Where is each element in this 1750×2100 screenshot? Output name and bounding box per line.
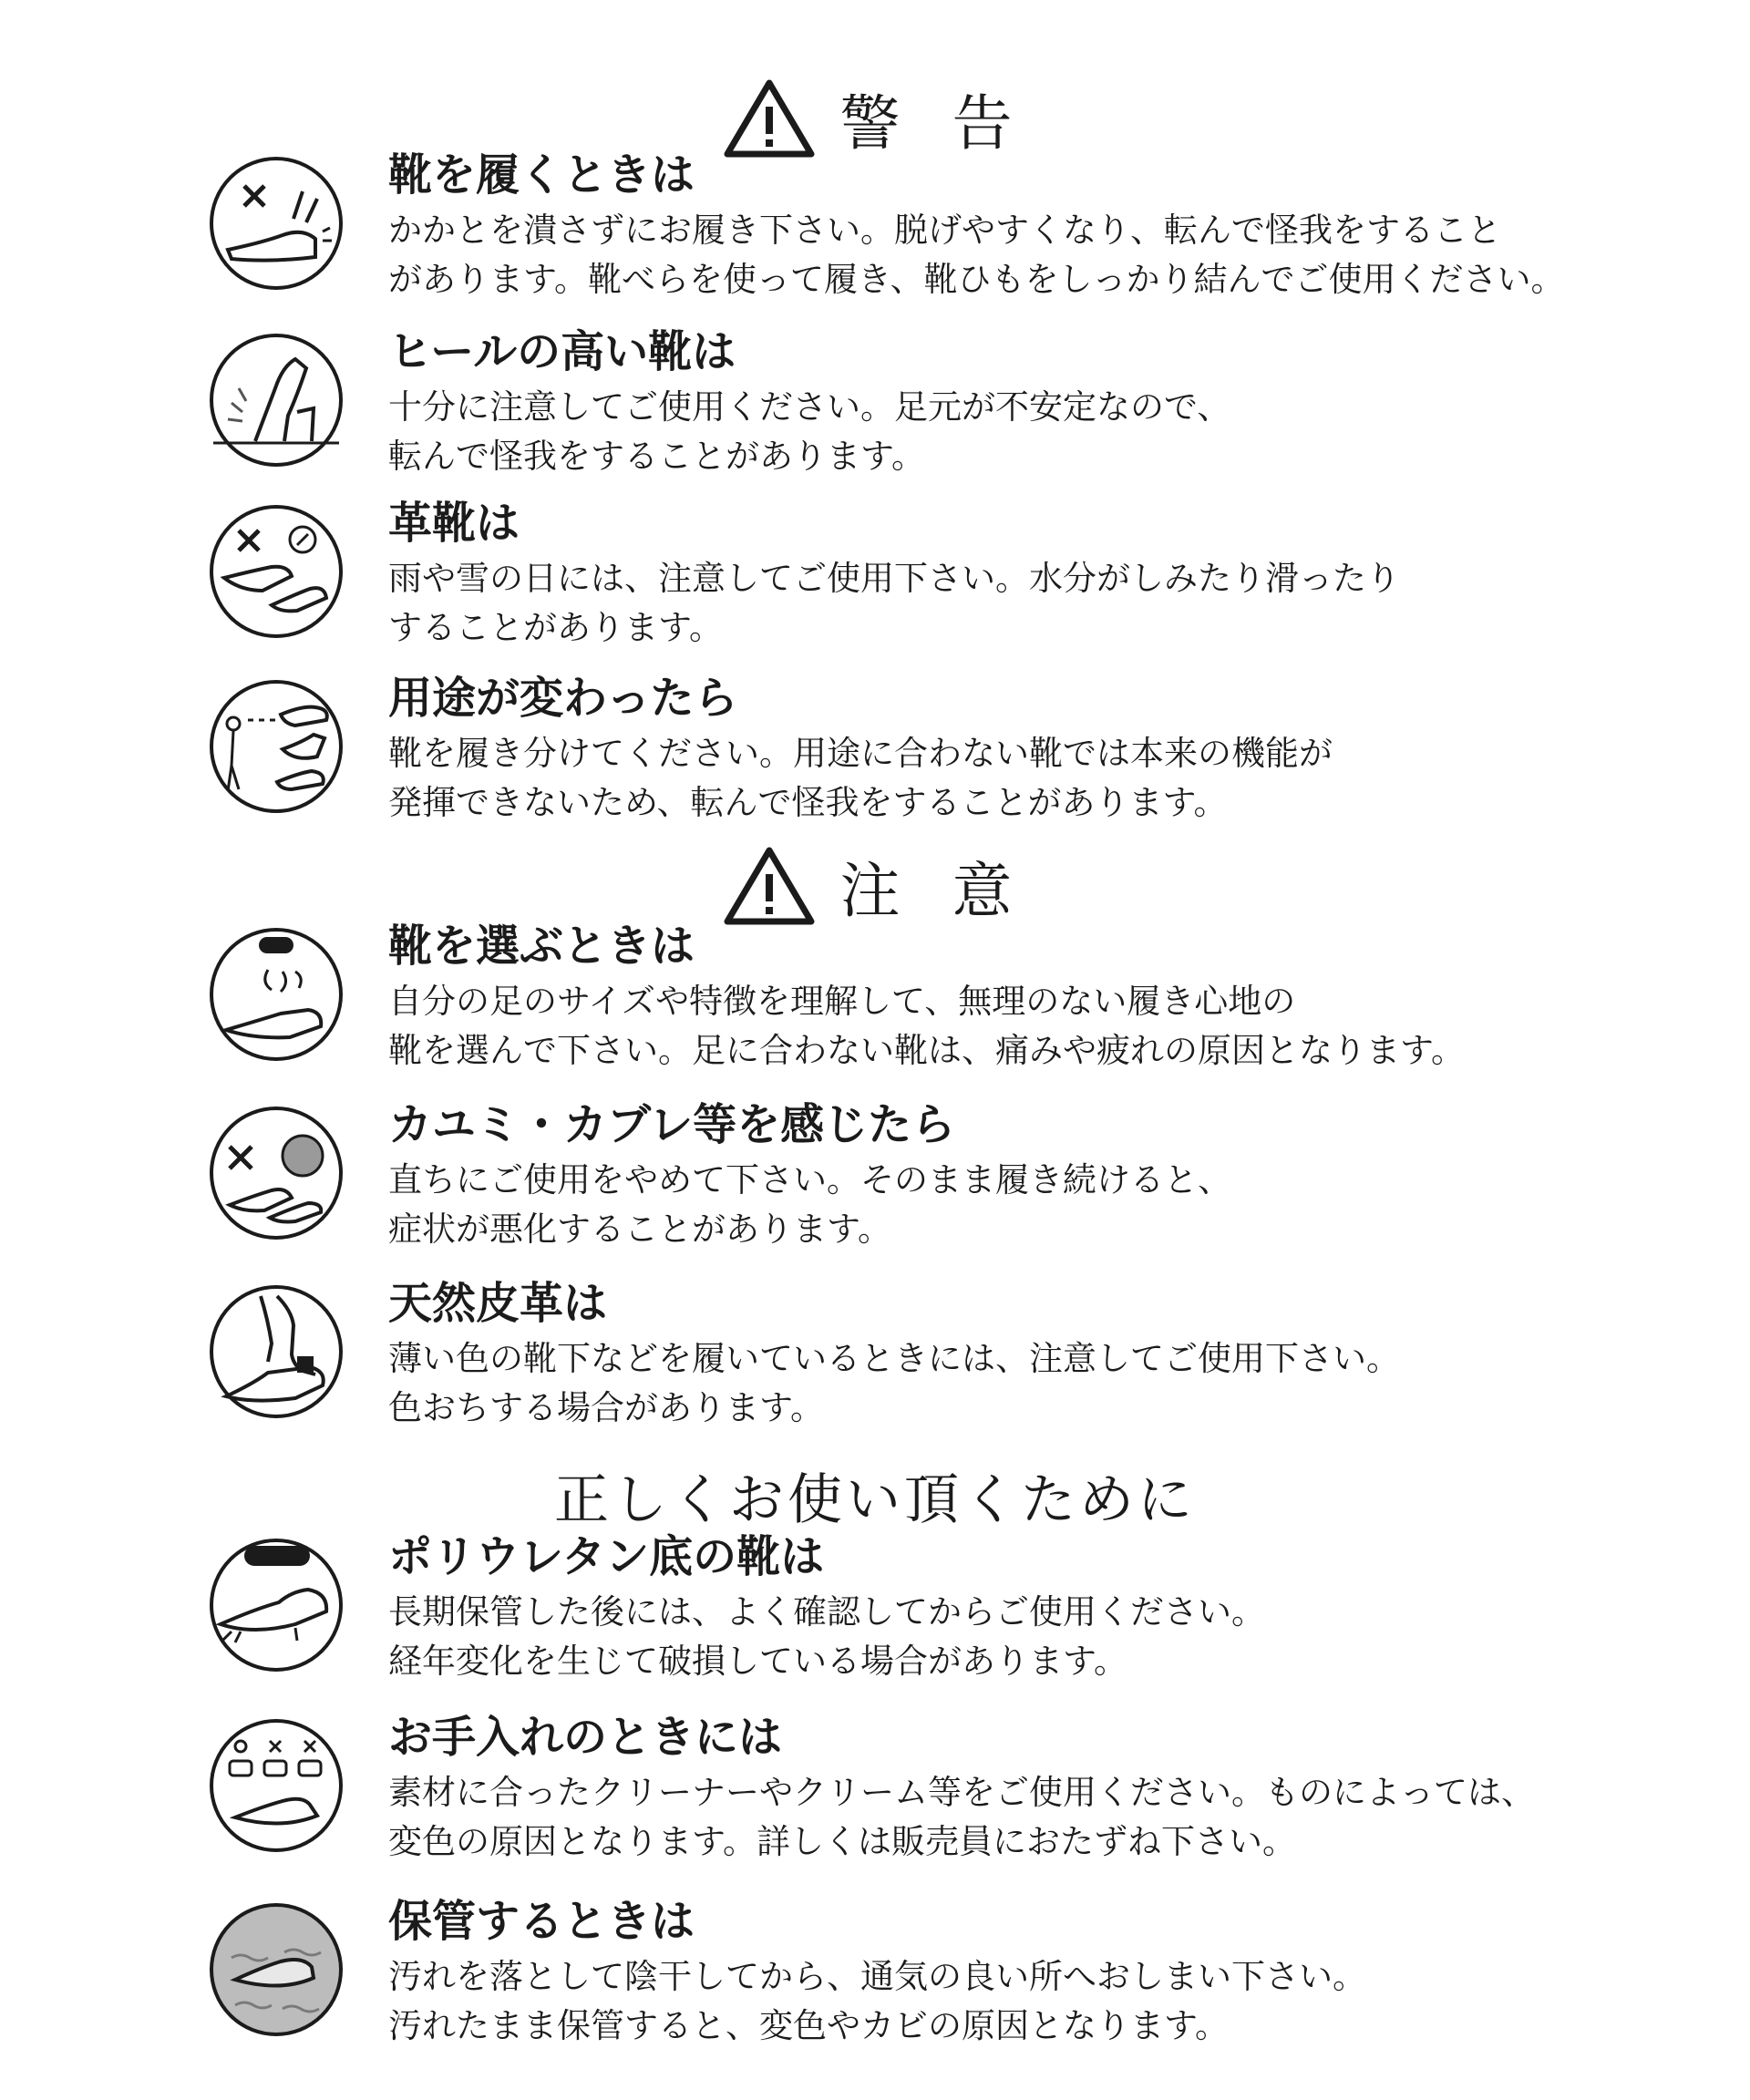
caution-item-text: 色おちする場合があります。 bbox=[388, 1388, 825, 1427]
warning-item-title: 革靴は bbox=[388, 498, 520, 549]
blister-icon bbox=[208, 1105, 345, 1241]
caution-triangle-icon bbox=[722, 845, 817, 927]
polyurethane-sole-icon bbox=[208, 1537, 345, 1673]
storage-icon bbox=[208, 1901, 345, 2038]
usage-header: 正しくお使い頂くために bbox=[554, 1468, 1196, 1532]
caution-item bbox=[208, 919, 1630, 1101]
caution-item bbox=[208, 1097, 1630, 1280]
caution-item bbox=[208, 1276, 1630, 1458]
warning-item-text: 発揮できないため、転んで怪我をすることがあります。 bbox=[388, 783, 1228, 822]
usage-item-title: 保管するときは bbox=[388, 1896, 695, 1947]
warning-item-title: ヒールの高い靴は bbox=[388, 326, 736, 377]
leather-shoe-rain-icon bbox=[208, 503, 345, 640]
usage-item bbox=[208, 1529, 1630, 1712]
warning-item-text: かかとを潰さずにお履き下さい。脱げやすくなり、転んで怪我をすること bbox=[388, 211, 1501, 250]
usage-item-title: ポリウレタン底の靴は bbox=[388, 1531, 825, 1582]
usage-item-text: 長期保管した後には、よく確認してからご使用ください。 bbox=[388, 1592, 1265, 1632]
caution-item-text: 症状が悪化することがあります。 bbox=[388, 1210, 892, 1249]
caution-item-text: 直ちにご使用をやめて下さい。そのまま履き続けると、 bbox=[388, 1160, 1231, 1199]
shoe-size-icon bbox=[208, 926, 345, 1063]
heel-crush-icon bbox=[208, 155, 345, 292]
warning-item-text: することがあります。 bbox=[388, 608, 724, 647]
caution-header bbox=[0, 842, 1750, 929]
usage-item-text: 経年変化を生じて破損している場合があります。 bbox=[388, 1642, 1128, 1681]
warning-item-text: があります。靴べらを使って履き、靴ひもをしっかり結んでご使用ください。 bbox=[388, 260, 1565, 299]
shoe-care-icon bbox=[208, 1717, 345, 1854]
warning-item-title: 用途が変わったら bbox=[388, 673, 738, 724]
high-heel-icon bbox=[208, 332, 345, 468]
warning-header-label: 警 告 bbox=[839, 88, 1029, 159]
warning-item bbox=[208, 148, 1630, 330]
usage-item-text: 汚れを落として陰干してから、通気の良い所へおしまい下さい。 bbox=[388, 1957, 1366, 1996]
caution-item-title: 天然皮革は bbox=[388, 1278, 608, 1329]
warning-item-text: 雨や雪の日には、注意してご使用下さい。水分がしみたり滑ったり bbox=[388, 559, 1400, 598]
caution-item-text: 薄い色の靴下などを履いているときには、注意してご使用下さい。 bbox=[388, 1339, 1400, 1378]
caution-item-text: 自分の足のサイズや特徴を理解して、無理のない履き心地の bbox=[388, 982, 1296, 1021]
caution-item-title: 靴を選ぶときは bbox=[388, 921, 695, 972]
warning-item bbox=[208, 324, 1630, 507]
usage-item bbox=[208, 1894, 1630, 2076]
caution-item-text: 靴を選んで下さい。足に合わない靴は、痛みや疲れの原因となります。 bbox=[388, 1031, 1466, 1070]
usage-item-text: 変色の原因となります。詳しくは販売員におたずね下さい。 bbox=[388, 1822, 1297, 1861]
caution-header-label: 注 意 bbox=[839, 856, 1029, 926]
warning-item-title: 靴を履くときは bbox=[388, 149, 695, 201]
usage-item-title: お手入れのときには bbox=[388, 1712, 783, 1763]
shoe-purpose-icon bbox=[208, 678, 345, 815]
warning-item bbox=[208, 671, 1630, 853]
warning-item-text: 靴を履き分けてください。用途に合わない靴では本来の機能が bbox=[388, 734, 1333, 773]
caution-item-title: カユミ・カブレ等を感じたら bbox=[388, 1099, 956, 1150]
usage-item-text: 素材に合ったクリーナーやクリーム等をご使用ください。ものによっては、 bbox=[388, 1773, 1535, 1812]
warning-item bbox=[208, 496, 1630, 678]
sock-color-icon bbox=[208, 1283, 345, 1420]
warning-item-text: 十分に注意してご使用ください。足元が不安定なので、 bbox=[388, 387, 1231, 427]
warning-triangle-icon bbox=[722, 77, 817, 160]
warning-item-text: 転んで怪我をすることがあります。 bbox=[388, 437, 926, 476]
usage-item bbox=[208, 1710, 1630, 1892]
usage-item-text: 汚れたまま保管すると、変色やカビの原因となります。 bbox=[388, 2006, 1230, 2045]
